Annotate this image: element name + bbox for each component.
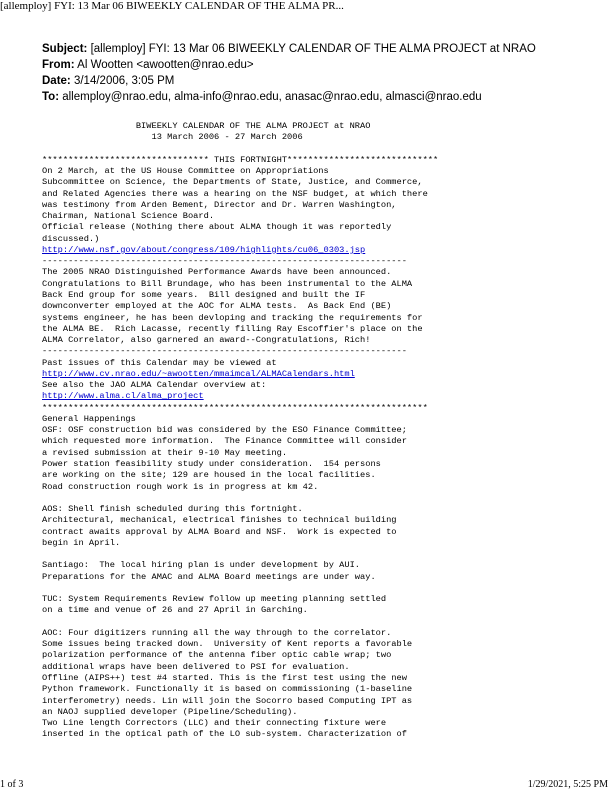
date-label: Date: [42, 75, 71, 87]
body-awards: ---------------------------------------------------------------------- The 2005 NRAO Distinguished Performance Awards have been announced. Congratulations to Bill Brundage, who has been instrumental to the ALMA Back End group for some years. Bill designed and built the IF downconverter employed at the AOC for ALMA tests. As Back End (BE) systems engineer, he has been devloping and tracking the requirements for the ALMA BE. Rich Lacasse, recently filling Ray Escoffier's place on the ALMA Correlator, also garnered an award--Congratulations, Rich! ---------------------------------------------------------------------- Past issues of this Calendar may be viewed at [42, 256, 423, 368]
email-body [42, 121, 438, 741]
browser-page-title: [allemploy] FYI: 13 Mar 06 BIWEEKLY CALENDAR OF THE ALMA PR... [0, 0, 344, 12]
subject-value: [allemploy] FYI: 13 Mar 06 BIWEEKLY CALENDAR OF THE ALMA PROJECT at NRAO [90, 43, 536, 55]
date-value: 3/14/2006, 3:05 PM [73, 75, 175, 87]
page-number: 1 of 3 [0, 779, 24, 790]
from-value: Al Wootten <awootten@nrao.edu> [77, 59, 254, 71]
alma-project-link[interactable]: http://www.alma.cl/alma_project [42, 391, 204, 402]
date-line [42, 75, 174, 87]
body-intro: BIWEEKLY CALENDAR OF THE ALMA PROJECT at NRAO 13 March 2006 - 27 March 2006 ******************************** THIS FORTNIGHT***************************** On 2 March, at the US House Committee on Appropriations Subcommittee on Science, the Departments of State, Justice, and Commerce, and Related Agencies there was a hearing on the NSF budget, at which there was testimony from Arden Bement, Director and Dr. Warren Washington, Chairman, National Science Board. Official release (Nothing there about ALMA though it was reportedly discussed.) [42, 121, 439, 244]
to-value: allemploy@nrao.edu, alma-info@nrao.edu, anasac@nrao.edu, almasci@nrao.edu [62, 91, 482, 103]
from-line [42, 59, 254, 71]
print-datetime: 1/29/2021, 5:25 PM [527, 779, 608, 790]
to-label: To: [42, 91, 60, 103]
body-general-happenings: ************************************************************************** General Happenings OSF: OSF construction bid was considered by the ESO Finance Committee; which requested more information. The Finance Committee will consider a revised submission at their 9-10 May meeting. Power station feasibility study under consideration. 154 persons are working on the site; 129 are housed in the local facilities. Road construction rough work is in progress at km 42. AOS: Shell finish scheduled during this fortnight. Architectural, mechanical, electrical finishes to technical building contract awaits approval by ALMA Board and NSF. Work is expected to begin in April. Santiago: The local hiring plan is under development by AUI. Preparations for the AMAC and ALMA Board meetings are under way. TUC: System Requirements Review follow up meeting planning settled on a time and venue of 26 and 27 April in Garching. AOC: Four digitizers running all the way through to the correlator. Some issues being tracked down. University of Kent reports a favorable polarization performance of the antenna fiber optic cable wrap; two additional wraps have been delivered to PSI for evaluation. Offline (AIPS++) test #4 started. This is the first test using the new Python framework. Functionally it is based on commissioning (1-baseline interferometry) needs. Lin will join the Socorro based Computing IPT as an NAOJ supplied developer (Pipeline/Scheduling). Two Line length Correctors (LLC) and their connecting fixture were inserted in the optical path of the LO sub-system. Characterization of [42, 402, 428, 740]
nsf-link[interactable]: http://www.nsf.gov/about/congress/109/highlights/cu06_0303.jsp [42, 244, 366, 255]
subject-label: Subject: [42, 43, 88, 55]
to-line [42, 91, 482, 103]
subject-line [42, 43, 536, 55]
from-label: From: [42, 59, 75, 71]
body-jao-text: See also the JAO ALMA Calendar overview at: [42, 380, 267, 391]
calendar-archive-link[interactable]: http://www.cv.nrao.edu/~awootten/mmaimcal/ALMACalendars.html [42, 368, 355, 379]
